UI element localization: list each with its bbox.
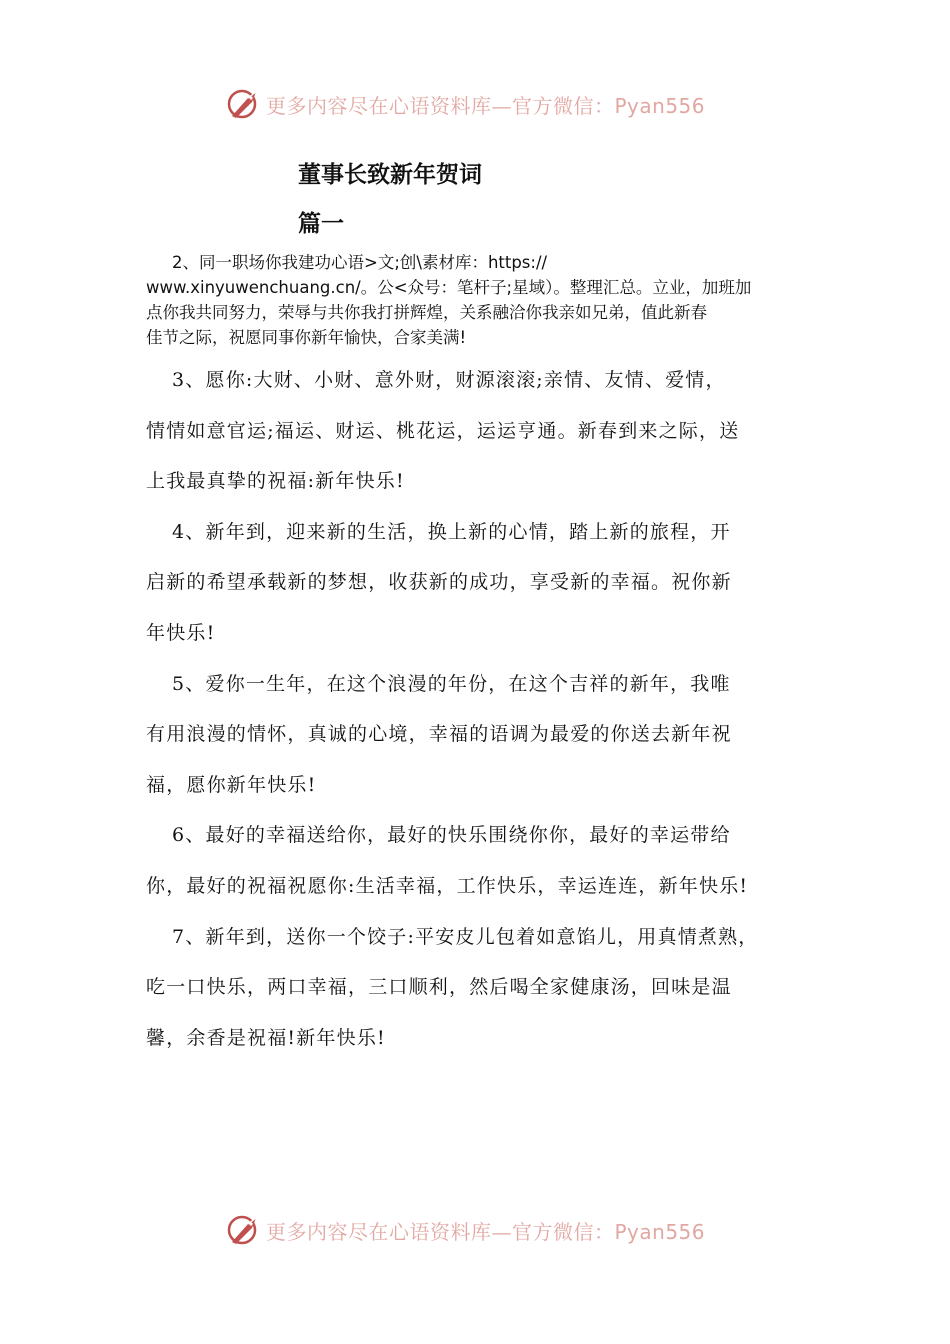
document-title: 董事长致新年贺词 bbox=[298, 161, 482, 188]
header-banner-text: 更多内容尽在心语资料库—官方微信：Pyan556 bbox=[266, 93, 706, 118]
paragraph-line: 情情如意官运;福运、财运、桃花运，运运亨通。新春到来之际，送 bbox=[146, 419, 740, 442]
paragraph-4 bbox=[146, 513, 836, 665]
pen-nib-logo-icon bbox=[226, 86, 262, 122]
paragraph-line: 7、新年到，送你一个饺子:平安皮儿包着如意馅儿，用真情煮熟， bbox=[172, 925, 759, 948]
footer-wechat-id: Pyan556 bbox=[614, 1219, 706, 1244]
section-heading: 篇一 bbox=[298, 210, 344, 237]
body-text bbox=[146, 361, 836, 1069]
paragraph-7 bbox=[146, 918, 836, 1070]
paragraph-5 bbox=[146, 665, 836, 817]
footer-banner bbox=[226, 1210, 705, 1250]
intro-line: 点你我共同努力，荣辱与共你我打拼辉煌，关系融洽你我亲如兄弟，值此新春 bbox=[146, 303, 707, 322]
paragraph-3 bbox=[146, 361, 836, 513]
intro-line: 佳节之际，祝愿同事你新年愉快，合家美满! bbox=[146, 328, 467, 347]
paragraph-line: 馨，余香是祝福!新年快乐! bbox=[146, 1026, 386, 1049]
paragraph-line: 3、愿你:大财、小财、意外财，财源滚滚;亲情、友情、爱情， bbox=[172, 369, 726, 391]
pen-nib-logo-icon bbox=[226, 1212, 262, 1248]
paragraph-line: 6、最好的幸福送给你，最好的快乐围绕你你，最好的幸运带给 bbox=[172, 824, 731, 847]
header-wechat-id: Pyan556 bbox=[614, 93, 706, 118]
paragraph-line: 上我最真挚的祝福:新年快乐! bbox=[146, 470, 405, 493]
header-banner bbox=[226, 84, 705, 124]
paragraph-line: 4、新年到，迎来新的生活，换上新的心情，踏上新的旅程，开 bbox=[172, 520, 731, 543]
paragraph-line: 你，最好的祝福祝愿你:生活幸福，工作快乐，幸运连连，新年快乐! bbox=[146, 874, 749, 897]
intro-paragraph bbox=[146, 250, 818, 350]
paragraph-line: 吃一口快乐，两口幸福，三口顺利，然后喝全家健康汤，回味是温 bbox=[146, 976, 732, 999]
intro-line: 2、同一职场你我建功心语>文;创\素材库：https:// bbox=[172, 253, 548, 272]
footer-banner-text: 更多内容尽在心语资料库—官方微信：Pyan556 bbox=[266, 1219, 706, 1244]
paragraph-6 bbox=[146, 816, 836, 917]
paragraph-line: 有用浪漫的情怀，真诚的心境，幸福的语调为最爱的你送去新年祝 bbox=[146, 723, 732, 746]
paragraph-line: 5、爱你一生年，在这个浪漫的年份，在这个吉祥的新年，我唯 bbox=[172, 672, 731, 695]
paragraph-line: 福，愿你新年快乐! bbox=[146, 773, 317, 796]
paragraph-line: 启新的希望承载新的梦想，收获新的成功，享受新的幸福。祝你新 bbox=[146, 571, 732, 594]
intro-line: www.xinyuwenchuang.cn/。公<众号：笔杆子;星域）。整理汇总。立业，加班加 bbox=[146, 278, 752, 297]
paragraph-line: 年快乐! bbox=[146, 621, 216, 644]
